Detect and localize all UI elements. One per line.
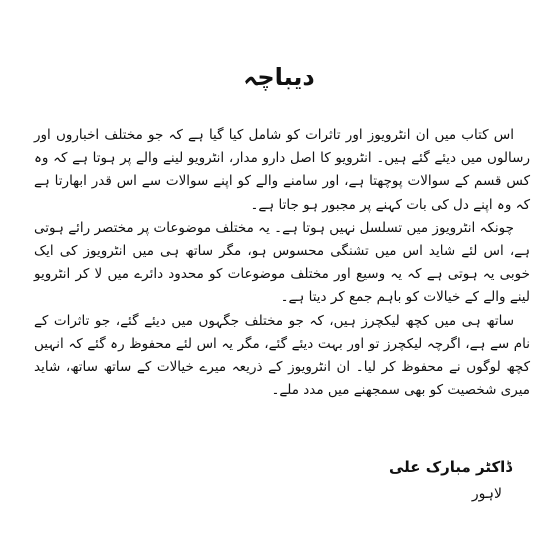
paragraph-1: اس کتاب میں ان انٹرویوز اور تاثرات کو شامل کیا گیا ہے کہ جو مختلف اخباروں اور رسالوں میں دیئے گئے ہیں۔ انٹرویو کا اصل دارو مدار، انٹرویو لینے والے پر ہوتا ہے کہ وہ کس قسم کے سوالات پوچھتا ہے، اور سامنے والے کو اپنے سوالات سے اس قدر ابھارتا ہے کہ وہ اپنے دل کی بات کہنے پر مجبور ہو جاتا ہے۔ [34,127,530,213]
paragraph-3: ساتھ ہی میں کچھ لیکچرز ہیں، کہ جو مختلف جگہوں میں دیئے گئے، جو تاثرات کے نام سے ہے، اگرچہ لیکچرز تو اور بہت دیئے گئے، مگر یہ اس لئے محفوظ رہ گئے کہ انہیں کچھ لوگوں نے محفوظ کر لیا۔ ان انٹرویوز کے ذریعہ میرے خیالات کے ساتھ ساتھ، شاید میری شخصیت کو بھی سمجھنے میں مدد ملے۔ [34,312,530,399]
author-signature: ڈاکٹر مبارک علی [388,458,512,476]
paragraph-2: چونکہ انٹرویوز میں تسلسل نہیں ہوتا ہے۔ یہ مختلف موضوعات پر مختصر رائے ہوتی ہے، اس لئے شاید اس میں تشنگی محسوس ہو، مگر ساتھ ہی میں انٹرویوز کی ایک خوبی یہ ہوتی ہے کہ یہ وسیع اور مختلف موضوعات کو محدود دائرے میں لا کر انٹرویو لینے والے کے خیالات کو باہم جمع کر دیتا ہے۔ [34,219,530,306]
page-title: دیباچہ [243,63,315,91]
preface-body [34,124,530,402]
place-name: لاہور [471,486,502,502]
